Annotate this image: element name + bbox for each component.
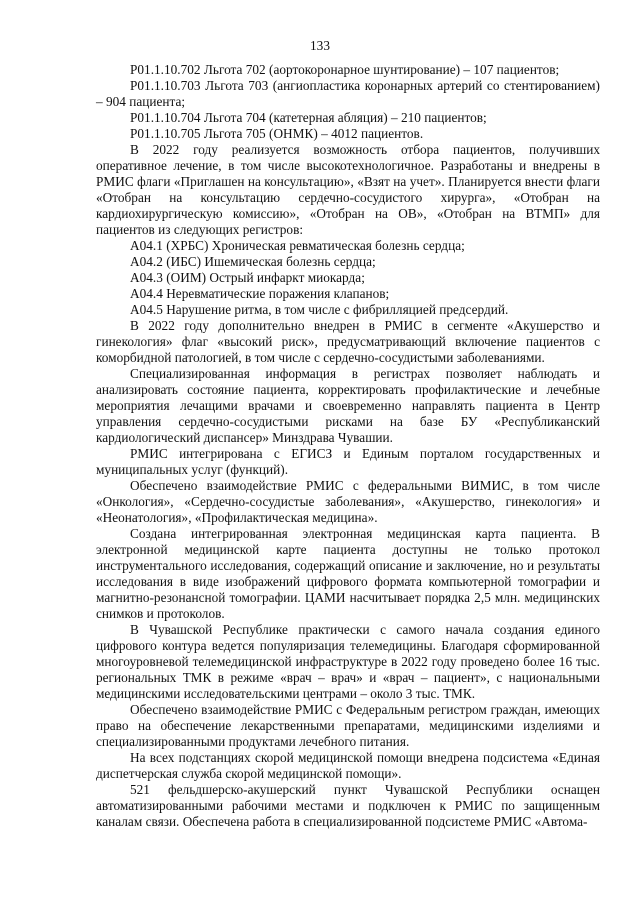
paragraph-emr: Создана интегрированная электронная медицинская карта пациента. В электронной медицинской карте пациента доступны не только протокол инструментального исследования, содержащий описание и заключение, но и результаты исследования в виде изображений цифрового формата компьютерной томографии и магнитно-резонансной томографии. ЦАМИ насчитывает порядка 2,5 млн. медицинских снимков и протоколов.: [96, 526, 600, 621]
paragraph-register-a04-3: А04.3 (ОИМ) Острый инфаркт миокарда;: [130, 270, 365, 285]
paragraph-federal-register: Обеспечено взаимодействие РМИС с Федеральным регистром граждан, имеющих право на обеспечение лекарственными препаратами, медицинскими изделиями и специализированными продуктами лечебного питания.: [96, 702, 600, 749]
paragraph-benefit-702: Р01.1.10.702 Льгота 702 (аортокоронарное шунтирование) – 107 пациентов;: [130, 62, 560, 77]
paragraph-register-a04-1: А04.1 (ХРБС) Хроническая ревматическая болезнь сердца;: [130, 238, 465, 253]
paragraph-emergency-dispatch: На всех подстанциях скорой медицинской помощи внедрена подсистема «Единая диспетчерская служба скорой медицинской помощи».: [96, 750, 600, 781]
paragraph-benefit-704: Р01.1.10.704 Льгота 704 (катетерная абляция) – 210 пациентов;: [130, 110, 487, 125]
paragraph-register-a04-5: А04.5 Нарушение ритма, в том числе с фибрилляцией предсердий.: [130, 302, 509, 317]
paragraph-vimis: Обеспечено взаимодействие РМИС с федеральными ВИМИС, в том числе «Онкология», «Сердечно-сосудистые заболевания», «Акушерство, гинекология» и «Неонатология», «Профилактическая медицина».: [96, 478, 600, 525]
page-number: 133: [310, 38, 330, 53]
paragraph-high-risk-flag: В 2022 году дополнительно внедрен в РМИС в сегменте «Акушерство и гинекология» флаг «высокий риск», предусматривающий включение пациентов с коморбидной патологией, в том числе с сердечно-сосудистыми заболеваниями.: [96, 318, 600, 365]
paragraph-specialized-info: Специализированная информация в регистрах позволяет наблюдать и анализировать состояние пациента, корректировать профилактические и лечебные мероприятия лечащими врачами и своевременно направлять пациента в Центр управления сердечно-сосудистыми рисками на базе БУ «Республиканский кардиологический диспансер» Минздрава Чувашии.: [96, 366, 600, 445]
paragraph-benefit-703: Р01.1.10.703 Льгота 703 (ангиопластика коронарных артерий со стентированием) – 904 пациента;: [96, 78, 600, 109]
document-body: [96, 62, 600, 830]
paragraph-register-a04-2: А04.2 (ИБС) Ишемическая болезнь сердца;: [130, 254, 376, 269]
paragraph-telemedicine: В Чувашской Республике практически с самого начала создания единого цифрового контура ведется популяризация телемедицины. Благодаря сформированной многоуровневой телемедицинской инфраструктуре в 2022 году проведено более 16 тыс. региональных ТМК в режиме «врач – врач» и «врач – пациент», с национальными медицинскими исследовательскими центрами – около 3 тыс. ТМК.: [96, 622, 600, 701]
paragraph-benefit-705: Р01.1.10.705 Льгота 705 (ОНМК) – 4012 пациентов.: [130, 126, 424, 141]
paragraph-register-a04-4: А04.4 Неревматические поражения клапанов;: [130, 286, 390, 301]
paragraph-fap-workstations: 521 фельдшерско-акушерский пункт Чувашской Республики оснащен автоматизированными рабочими местами и подключен к РМИС по защищенным каналам связи. Обеспечена работа в специализированной подсистеме РМИС «Автома-: [96, 782, 600, 829]
paragraph-egisz-integration: РМИС интегрирована с ЕГИСЗ и Единым порталом государственных и муниципальных услуг (функций).: [96, 446, 600, 477]
paragraph-patient-selection: В 2022 году реализуется возможность отбора пациентов, получивших оперативное лечение, в том числе высокотехнологичное. Разработаны и внедрены в РМИС флаги «Приглашен на консультацию», «Взят на учет». Планируется внести флаги «Отобран на консультацию сердечно-сосудистого хирурга», «Отобран на кардиохирургическую комиссию», «Отобран на ОВ», «Отобран на ВТМП» для пациентов из следующих регистров:: [96, 142, 600, 237]
